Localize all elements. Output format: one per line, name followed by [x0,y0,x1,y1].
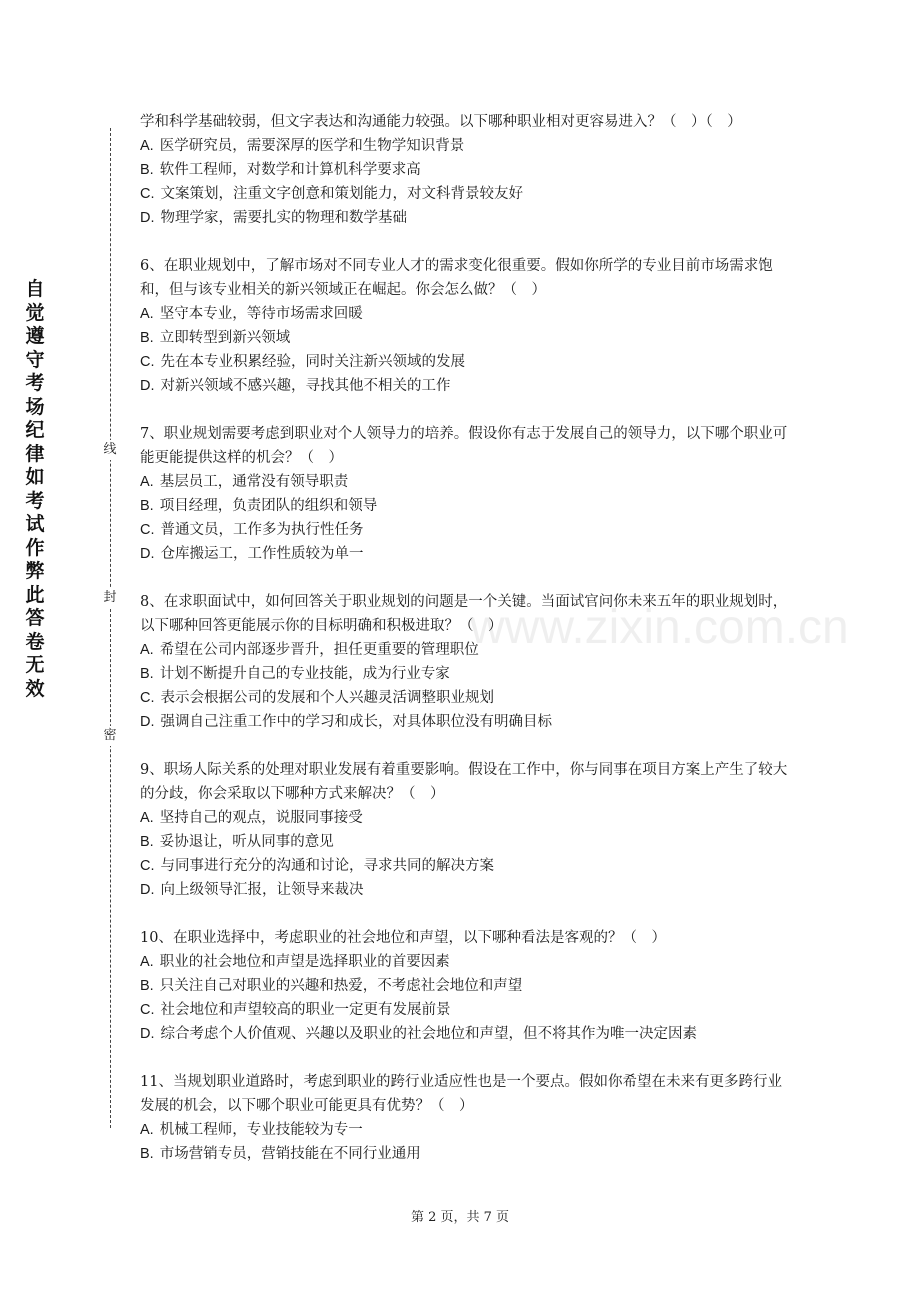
option-text: 坚守本专业，等待市场需求回暖 [159,306,363,322]
option-letter: C. [140,858,155,874]
option-text: 软件工程师，对数学和计算机科学要求高 [159,162,421,178]
option-b[interactable] [140,1142,790,1166]
option-text: 对新兴领域不感兴趣，寻找其他不相关的工作 [160,378,451,394]
option-d[interactable] [140,374,790,398]
option-text: 综合考虑个人价值观、兴趣以及职业的社会地位和声望，但不将其作为唯一决定因素 [160,1026,697,1042]
option-text: 与同事进行充分的沟通和讨论，寻求共同的解决方案 [160,858,494,874]
option-list [140,638,790,734]
option-list [140,1118,790,1166]
question-11 [140,1070,790,1166]
option-text: 职业的社会地位和声望是选择职业的首要因素 [159,954,450,970]
option-letter: C. [140,354,155,370]
option-letter: A. [140,954,154,970]
option-letter: A. [140,642,154,658]
option-letter: A. [140,810,154,826]
seal-mark-seal: 封 [101,588,119,608]
question-stem: 6、在职业规划中，了解市场对不同专业人才的需求变化很重要。假如你所学的专业目前市场需求饱和，但与该专业相关的新兴领域正在崛起。你会怎么做？（ ） [140,258,773,298]
question-stem: 9、职场人际关系的处理对职业发展有着重要影响。假设在工作中，你与同事在项目方案上产生了较大的分歧，你会采取以下哪种方式来解决？（ ） [140,762,788,802]
option-a[interactable] [140,470,790,494]
option-letter: A. [140,138,154,154]
option-text: 仓库搬运工，工作性质较为单一 [160,546,364,562]
question-stem: 7、职业规划需要考虑到职业对个人领导力的培养。假设你有志于发展自己的领导力，以下哪个职业可能更能提供这样的机会？（ ） [140,426,788,466]
option-c[interactable] [140,998,790,1022]
option-a[interactable] [140,134,790,158]
option-a[interactable] [140,950,790,974]
option-letter: B. [140,666,154,682]
question-9 [140,758,790,902]
option-a[interactable] [140,806,790,830]
option-c[interactable] [140,182,790,206]
option-letter: D. [140,882,155,898]
option-text: 先在本专业积累经验，同时关注新兴领域的发展 [160,354,465,370]
option-d[interactable] [140,1022,790,1046]
question-stem: 8、在求职面试中，如何回答关于职业规划的问题是一个关键。当面试官问你未来五年的职业规划时，以下哪种回答更能展示你的目标明确和积极进取？（ ） [140,594,788,634]
option-list [140,302,790,398]
page-number: 第 2 页，共 7 页 [410,1210,510,1225]
question-8 [140,590,790,734]
option-letter: B. [140,162,154,178]
option-letter: D. [140,378,155,394]
question-6 [140,254,790,398]
option-text: 计划不断提升自己的专业技能，成为行业专家 [159,666,450,682]
option-text: 物理学家，需要扎实的物理和数学基础 [160,210,407,226]
option-text: 表示会根据公司的发展和个人兴趣灵活调整职业规划 [160,690,494,706]
option-letter: A. [140,306,154,322]
question-stem: 11、当规划职业道路时，考虑到职业的跨行业适应性也是一个要点。假如你希望在未来有更多跨行业发展的机会，以下哪个职业可能更具有优势？（ ） [140,1074,782,1114]
option-text: 社会地位和声望较高的职业一定更有发展前景 [160,1002,451,1018]
option-letter: C. [140,186,155,202]
option-text: 只关注自己对职业的兴趣和热爱，不考虑社会地位和声望 [159,978,523,994]
question-stem: 10、在职业选择中，考虑职业的社会地位和声望，以下哪种看法是客观的？（ ） [140,930,666,946]
option-a[interactable] [140,302,790,326]
option-letter: C. [140,690,155,706]
option-b[interactable] [140,830,790,854]
option-text: 坚持自己的观点，说服同事接受 [159,810,363,826]
seal-dashed-line [110,128,111,1128]
question-list [140,110,790,1166]
option-text: 希望在公司内部逐步晋升，担任更重要的管理职位 [159,642,479,658]
option-list [140,470,790,566]
option-letter: B. [140,834,154,850]
option-letter: A. [140,1122,154,1138]
option-c[interactable] [140,686,790,710]
option-letter: D. [140,714,155,730]
option-b[interactable] [140,494,790,518]
watermark: www.zixin.com.cn [470,601,849,654]
question-7 [140,422,790,566]
option-list [140,134,790,230]
option-c[interactable] [140,350,790,374]
option-d[interactable] [140,878,790,902]
question-continuation [140,110,790,230]
option-b[interactable] [140,974,790,998]
option-b[interactable] [140,662,790,686]
option-b[interactable] [140,326,790,350]
option-d[interactable] [140,710,790,734]
option-b[interactable] [140,158,790,182]
option-d[interactable] [140,542,790,566]
option-text: 项目经理，负责团队的组织和领导 [159,498,378,514]
question-stem: 学和科学基础较弱，但文字表达和沟通能力较强。以下哪种职业相对更容易进入？（ ）（ ） [140,114,742,130]
option-letter: C. [140,1002,155,1018]
question-10 [140,926,790,1046]
option-letter: B. [140,978,154,994]
option-letter: B. [140,330,154,346]
option-text: 立即转型到新兴领域 [159,330,291,346]
option-text: 医学研究员，需要深厚的医学和生物学知识背景 [159,138,465,154]
option-letter: B. [140,498,154,514]
option-letter: D. [140,210,155,226]
option-text: 基层员工，通常没有领导职责 [159,474,349,490]
option-c[interactable] [140,518,790,542]
option-text: 机械工程师，专业技能较为专一 [159,1122,363,1138]
option-text: 强调自己注重工作中的学习和成长，对具体职位没有明确目标 [160,714,552,730]
option-text: 文案策划，注重文字创意和策划能力，对文科背景较友好 [160,186,523,202]
option-c[interactable] [140,854,790,878]
option-a[interactable] [140,638,790,662]
option-letter: D. [140,546,155,562]
option-list [140,806,790,902]
option-text: 市场营销专员，营销技能在不同行业通用 [159,1146,421,1162]
option-letter: C. [140,522,155,538]
option-letter: D. [140,1026,155,1042]
option-text: 普通文员，工作多为执行性任务 [160,522,364,538]
option-letter: A. [140,474,154,490]
option-list [140,950,790,1046]
exam-discipline-notice: 自觉遵守考场纪律如考试作弊此答卷无效 [25,278,45,700]
option-a[interactable] [140,1118,790,1142]
seal-mark-line: 线 [101,440,119,460]
option-letter: B. [140,1146,154,1162]
seal-mark-secret: 密 [101,726,119,746]
option-text: 妥协退让，听从同事的意见 [159,834,334,850]
option-text: 向上级领导汇报，让领导来裁决 [160,882,364,898]
option-d[interactable] [140,206,790,230]
